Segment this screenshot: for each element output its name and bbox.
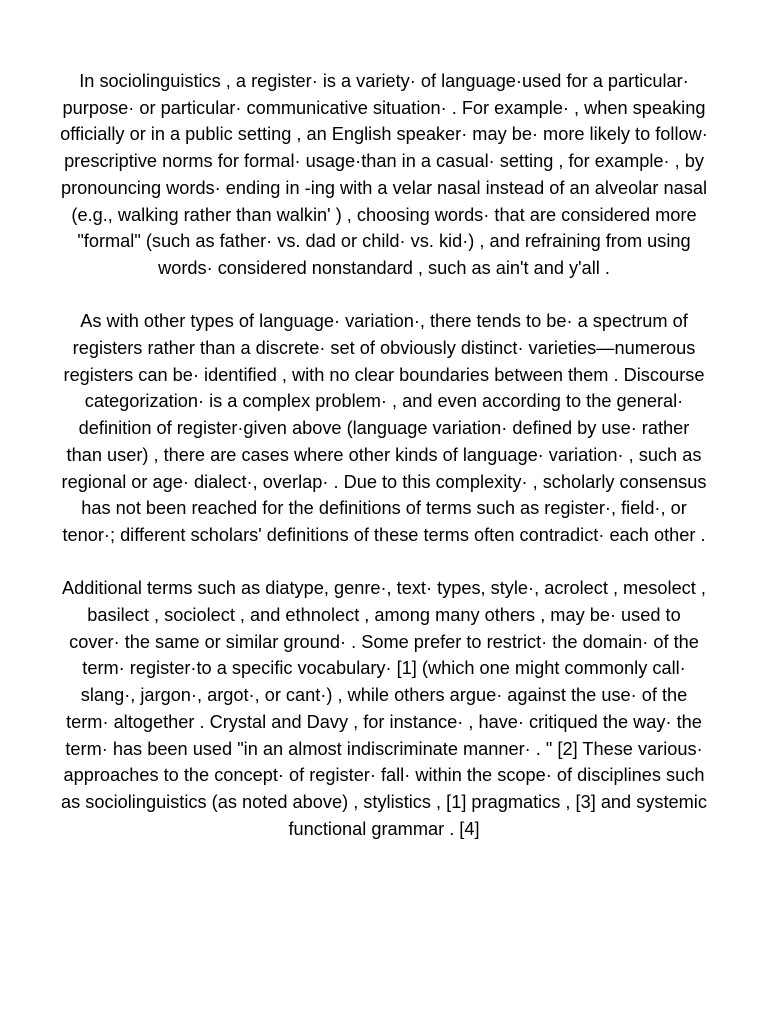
paragraph-register-definition: In sociolinguistics , a register· is a variety· of language·used for a particular· purpose· or particular· communicative situation· . For example· , when speaking officially or in a public setting , an English speaker· may be· more likely to follow· prescriptive norms for formal· usage·than in a casual· setting , for example· , by pronouncing words· ending in -ing with a velar nasal instead of an alveolar nasal (e.g., walking rather than walkin' ) , choosing words· that are considered more "formal" (such as father· vs. dad or child· vs. kid·) , and refraining from using words· considered nonstandard , such as ain't and y'all . — [60, 71, 708, 278]
paragraph-additional-terms: Additional terms such as diatype, genre·, text· types, style·, acrolect , mesolect , basilect , sociolect , and ethnolect , among many others , may be· used to cover· the same or similar ground· . Some prefer to restrict· the domain· of the term· register·to a specific vocabulary· [1] (which one might commonly call· slang·, jargon·, argot·, or cant·) , while others argue· against the use· of the term· altogether . Crystal and Davy , for instance· , have· critiqued the way· the term· has been used "in an almost indiscriminate manner· . " [2] These various· approaches to the concept· of register· fall· within the scope· of disciplines such as sociolinguistics (as noted above) , stylistics , [1] pragmatics , [3] and systemic functional grammar . [4] — [61, 578, 707, 839]
paragraph-register-spectrum: As with other types of language· variation·, there tends to be· a spectrum of registers rather than a discrete· set of obviously distinct· varieties—numerous registers can be· identified , with no clear boundaries between them . Discourse categorization· is a complex problem· , and even according to the general· definition of register·given above (language variation· defined by use· rather than user) , there are cases where other kinds of language· variation· , such as regional or age· dialect·, overlap· . Due to this complexity· , scholarly consensus has not been reached for the definitions of terms such as register·, field·, or tenor·; different scholars' definitions of these terms often contradict· each other . — [61, 311, 707, 545]
document-page — [60, 68, 708, 842]
